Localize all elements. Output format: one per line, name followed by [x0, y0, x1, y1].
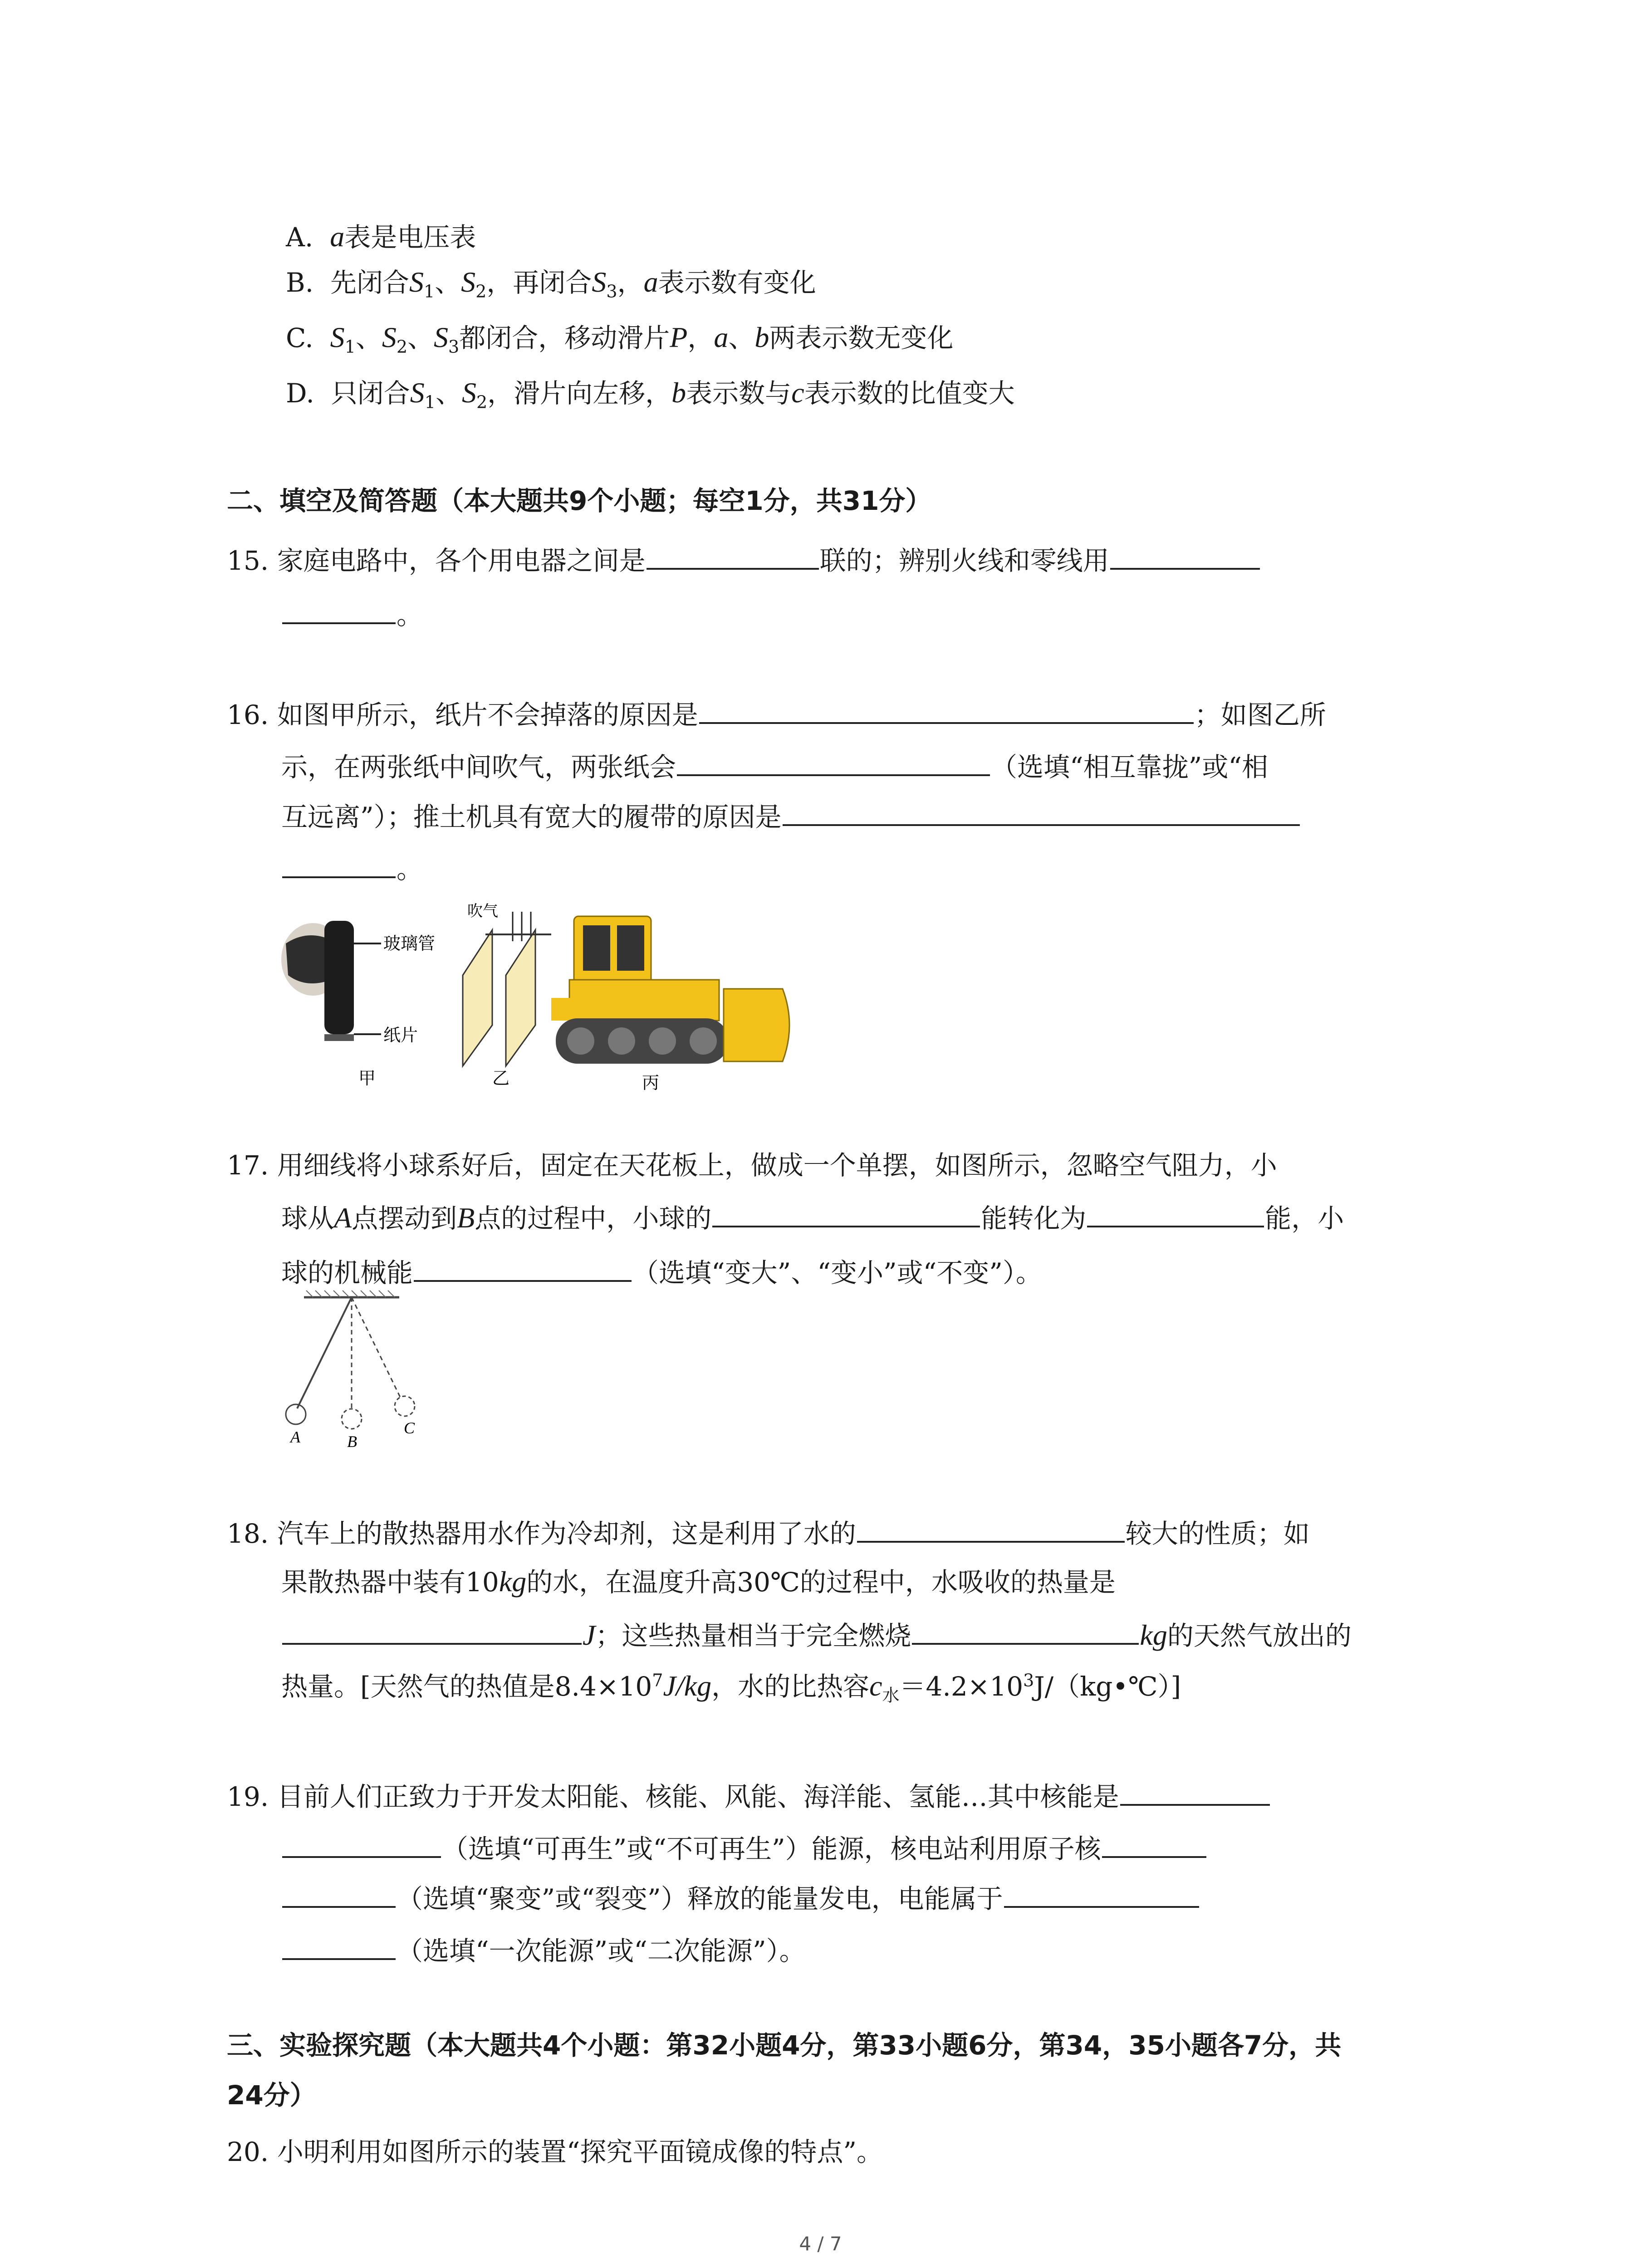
section-2-heading: 二、填空及简答题（本大题共9个小题；每空1分，共31分）: [227, 485, 932, 516]
question-16: 16. 如图甲所示，纸片不会掉落的原因是 ；如图乙所: [227, 699, 1326, 730]
section-3-heading-cont: 24分）: [227, 2080, 316, 2111]
blank[interactable]: [282, 853, 396, 878]
question-15-cont: 。: [281, 599, 423, 628]
question-15: 15. 家庭电路中，各个用电器之间是 联的；辨别火线和零线用: [227, 544, 1261, 574]
blank[interactable]: [699, 699, 1194, 724]
blank[interactable]: [647, 544, 819, 570]
caption-bing: 丙: [642, 1073, 660, 1093]
label-point-b: B: [347, 1432, 357, 1451]
blank[interactable]: [414, 1256, 632, 1282]
question-16-line4: 。: [281, 853, 423, 882]
blank[interactable]: [282, 1882, 396, 1908]
page-number: 4 / 7: [799, 2233, 842, 2255]
blank[interactable]: [1087, 1202, 1264, 1227]
question-19-line3: （选填“聚变”或“裂变”）释放的能量发电，电能属于: [281, 1882, 1200, 1912]
question-18-line2: 果散热器中装有10kg的水，在温度升高30℃的过程中，水吸收的热量是: [281, 1565, 1116, 1598]
blank[interactable]: [912, 1619, 1139, 1645]
blank[interactable]: [857, 1517, 1125, 1543]
blank[interactable]: [1120, 1780, 1270, 1806]
blank[interactable]: [1110, 544, 1260, 570]
question-18: 18. 汽车上的散热器用水作为冷却剂，这是利用了水的 较大的性质；如: [227, 1518, 1310, 1549]
question-17-line2: 球从A点摆动到B点的过程中，小球的 能转化为 能，小: [281, 1202, 1344, 1234]
question-16-line2: 示，在两张纸中间吹气，两张纸会 （选填“相互靠拢”或“相: [281, 752, 1268, 782]
label-glass-tube: 玻璃管: [383, 934, 436, 953]
blank[interactable]: [282, 1833, 441, 1858]
two-papers-figure: [463, 902, 551, 1088]
blank[interactable]: [1004, 1882, 1199, 1908]
blank[interactable]: [783, 801, 1300, 826]
caption-jia: 甲: [358, 1068, 376, 1088]
section-3-heading: 三、实验探究题（本大题共4个小题：第32小题4分，第33小题6分，第34，35小题各7分，共: [227, 2030, 1342, 2061]
label-point-a: A: [290, 1428, 300, 1446]
question-19-line4: （选填“一次能源”或“二次能源”）。: [281, 1935, 806, 1964]
question-19: 19. 目前人们正致力于开发太阳能、核能、风能、海洋能、氢能…其中核能是: [227, 1780, 1271, 1810]
question-17: 17. 用细线将小球系好后，固定在天花板上，做成一个单摆，如图所示，忽略空气阻力，小: [227, 1150, 1277, 1181]
blank[interactable]: [712, 1202, 980, 1227]
bulldozer-figure: [551, 916, 789, 1093]
blank[interactable]: [282, 599, 396, 624]
blank[interactable]: [282, 1935, 396, 1960]
question-18-line3: J；这些热量相当于完全燃烧 kg的天然气放出的: [281, 1619, 1352, 1650]
glass-tube-figure: [281, 921, 435, 1088]
blank[interactable]: [282, 1619, 582, 1645]
question-18-line4: 热量。[天然气的热值是$8.4\times 10^7J/kg$，水的比热容$c_水=4.2\times 10^3J/(kg•℃)$]: [281, 1670, 1181, 1706]
option-b: B. 先闭合$S_1$、$S_2$，再闭合$S_3$，a表示数有变化: [286, 266, 816, 302]
question-16-line3: 互远离”）；推土机具有宽大的履带的原因是: [281, 801, 1301, 830]
caption-yi: 乙: [492, 1068, 510, 1088]
question-19-line2: （选填“可再生”或“不可再生”）能源，核电站利用原子核: [281, 1833, 1207, 1862]
option-c: C. $S_1$、$S_2$、$S_3$都闭合，移动滑片P，a、b两表示数无变化: [286, 321, 954, 357]
option-a: A. a表是电压表: [286, 220, 476, 253]
blank[interactable]: [1102, 1833, 1206, 1858]
label-paper: 纸片: [383, 1025, 418, 1045]
label-point-c: C: [404, 1419, 415, 1437]
pendulum-figure: [277, 1288, 426, 1456]
option-d: D. 只闭合$S_1$、$S_2$，滑片向左移，b表示数与c表示数的比值变大: [286, 376, 1015, 412]
q16-figure: [279, 889, 805, 1102]
question-20: 20. 小明利用如图所示的装置“探究平面镜成像的特点”。: [227, 2136, 883, 2167]
question-17-line3: 球的机械能 （选填“变大”、“变小”或“不变”）。: [281, 1257, 1042, 1288]
label-blow: 吹气: [467, 902, 498, 920]
blank[interactable]: [677, 751, 990, 776]
